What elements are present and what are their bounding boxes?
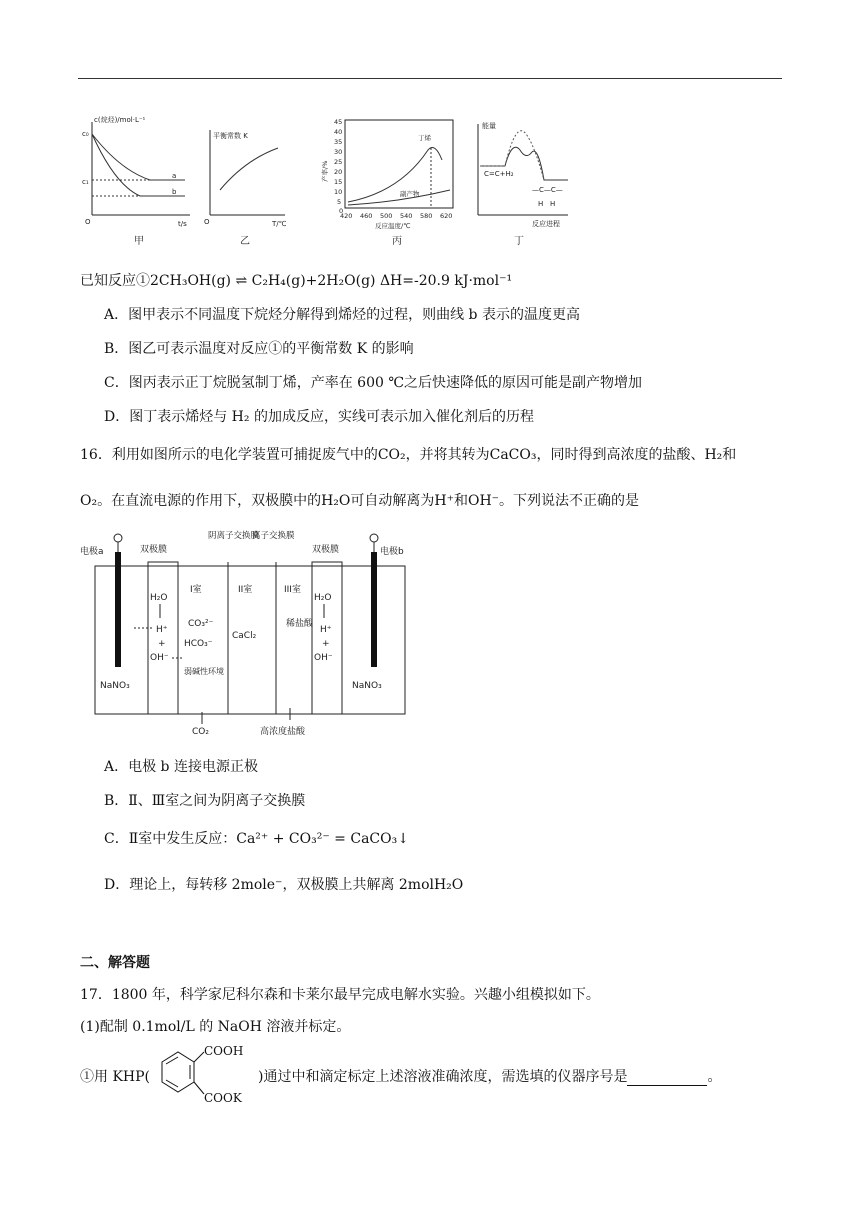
right-hplus: H⁺	[320, 625, 332, 635]
yi-ylabel: 平衡常数 K	[213, 132, 248, 140]
bipolar-membrane-right: 双极膜	[312, 545, 340, 555]
q17-khp-prefix: ①用 KHP(	[80, 1069, 150, 1085]
cacl2-label: CaCl₂	[232, 631, 257, 641]
jia-c1: c₁	[82, 178, 89, 186]
yi-caption: 乙	[240, 236, 250, 247]
q17-part1: (1)配制 0.1mol/L 的 NaOH 溶液并标定。	[80, 1019, 351, 1035]
khp-structure	[148, 1042, 258, 1112]
q15-option-a: A．图甲表示不同温度下烷烃分解得到烯烃的过程，则曲线 b 表示的温度更高	[104, 307, 580, 323]
room1-ion-hco3: HCO₃⁻	[184, 639, 213, 649]
q16-stem-line1: 16．利用如图所示的电化学装置可捕捉废气中的CO₂，并将其转为CaCO₃，同时得到高浓度的盐酸、H₂和	[80, 447, 737, 463]
ding-xlabel: 反应进程	[532, 220, 560, 228]
q16-option-c: C．Ⅱ室中发生反应：Ca²⁺ + CO₃²⁻ = CaCO₃↓	[104, 831, 409, 847]
q16-option-b: B．Ⅱ、Ⅲ室之间为阴离子交换膜	[104, 793, 306, 809]
nano3-right: NaNO₃	[352, 681, 382, 691]
khp-cooh: COOH	[204, 1044, 244, 1058]
q16-option-d: D．理论上，每转移 2mole⁻，双极膜上共解离 2molH₂O	[104, 877, 464, 893]
ding-ylabel: 能量	[482, 122, 496, 130]
left-plus: +	[158, 639, 166, 649]
yi-origin: O	[204, 218, 210, 226]
room1-ion-co3: CO₃²⁻	[188, 619, 214, 629]
bing-xtick: 460	[360, 212, 373, 220]
room3-label: III室	[284, 585, 301, 595]
right-plus: +	[322, 639, 330, 649]
jia-curve-b: b	[172, 188, 177, 196]
question15-figures	[80, 110, 580, 247]
yi-xlabel: T/℃	[272, 220, 287, 228]
jia-caption: 甲	[134, 236, 144, 247]
bipolar-membrane-left: 双极膜	[140, 545, 168, 555]
concentrated-hcl-outlet: 高浓度盐酸	[260, 727, 306, 737]
weak-base-environment: 弱碱性环境	[184, 667, 224, 676]
jia-xlabel: t/s	[178, 220, 187, 228]
bing-ytick: 20	[334, 168, 343, 176]
bing-ytick: 35	[334, 138, 343, 146]
bing-xtick: 420	[340, 212, 353, 220]
khp-cook: COOK	[204, 1091, 242, 1105]
jia-c0: c₀	[82, 130, 89, 138]
ding-reactant: C=C+H₂	[484, 170, 514, 178]
ion-membrane-label: 离子交换膜	[252, 531, 295, 541]
bing-xtick: 500	[380, 212, 393, 220]
bing-ytick: 45	[334, 118, 343, 126]
dilute-hcl-label: 稀盐酸	[286, 619, 314, 629]
q15-option-d: D．图丁表示烯烃与 H₂ 的加成反应，实线可表示加入催化剂后的历程	[104, 409, 534, 425]
figure-bing	[320, 118, 453, 247]
bing-xtick: 580	[420, 212, 433, 220]
bing-ylabel: 产率/%	[321, 160, 329, 182]
q17-khp-rest	[258, 1066, 721, 1086]
bing-ytick: 25	[334, 158, 343, 166]
bing-ytick: 40	[334, 128, 343, 136]
jia-origin: O	[85, 218, 91, 226]
bing-ytick: 10	[334, 188, 343, 196]
anion-membrane-label: 阴离子交换膜	[208, 531, 260, 541]
ding-h1: H	[538, 200, 544, 208]
q16-option-a: A．电极 b 连接电源正极	[104, 759, 258, 775]
bing-ytick: 5	[337, 198, 342, 206]
left-ohminus: OH⁻	[150, 653, 169, 663]
known-reaction: 已知反应①2CH₃OH(g) ⇌ C₂H₄(g)+2H₂O(g) ΔH=-20.9 kJ·mol⁻¹	[80, 273, 513, 289]
ding-h2: H	[550, 200, 556, 208]
bing-caption: 丙	[392, 236, 402, 247]
header-rule	[78, 78, 782, 79]
jia-curve-a: a	[172, 172, 177, 180]
q17-end-mark: 。	[707, 1069, 722, 1085]
electrode-a-label: 电极a	[80, 547, 104, 557]
bing-xtick: 620	[440, 212, 453, 220]
bing-main-label: 丁烯	[418, 134, 431, 142]
bing-xtick: 540	[400, 212, 413, 220]
room1-label: I室	[190, 585, 202, 595]
bing-side-label: 副产物	[400, 190, 420, 198]
ding-caption: 丁	[514, 236, 524, 247]
right-h2o: H₂O	[314, 593, 332, 603]
section-heading: 二、解答题	[80, 955, 150, 971]
bing-ytick: 30	[334, 148, 343, 156]
jia-ylabel: c(烷烃)/mol·L⁻¹	[94, 116, 146, 124]
q15-option-b: B．图乙可表示温度对反应①的平衡常数 K 的影响	[104, 341, 414, 357]
q16-stem-line2: O₂。在直流电源的作用下，双极膜中的H₂O可自动解离为H⁺和OH⁻。下列说法不正确的是	[80, 493, 640, 509]
answer-blank[interactable]	[627, 1071, 707, 1086]
bing-ytick: 15	[334, 178, 343, 186]
figure-yi	[204, 130, 287, 247]
ding-product: —C—C—	[532, 186, 563, 194]
q17-khp-suffix: )通过中和滴定标定上述溶液准确浓度，需选填的仪器序号是	[258, 1069, 628, 1085]
q15-option-c: C．图丙表示正丁烷脱氢制丁烯，产率在 600 ℃之后快速降低的原因可能是副产物增加	[104, 375, 642, 391]
figure-jia	[82, 115, 190, 247]
right-ohminus: OH⁻	[314, 653, 333, 663]
electrochemical-apparatus	[80, 528, 420, 748]
q17-intro: 17．1800 年，科学家尼科尔森和卡莱尔最早完成电解水实验。兴趣小组模拟如下。	[80, 987, 600, 1003]
left-h2o: H₂O	[150, 593, 168, 603]
electrode-b-label: 电极b	[380, 547, 404, 557]
left-hplus: H⁺	[156, 625, 168, 635]
nano3-left: NaNO₃	[100, 681, 130, 691]
bing-ytick: 0	[339, 207, 344, 215]
figure-ding	[478, 121, 568, 247]
bing-xlabel: 反应温度/℃	[375, 222, 411, 230]
co2-inlet-label: CO₂	[192, 727, 209, 737]
room2-label: II室	[238, 585, 253, 595]
